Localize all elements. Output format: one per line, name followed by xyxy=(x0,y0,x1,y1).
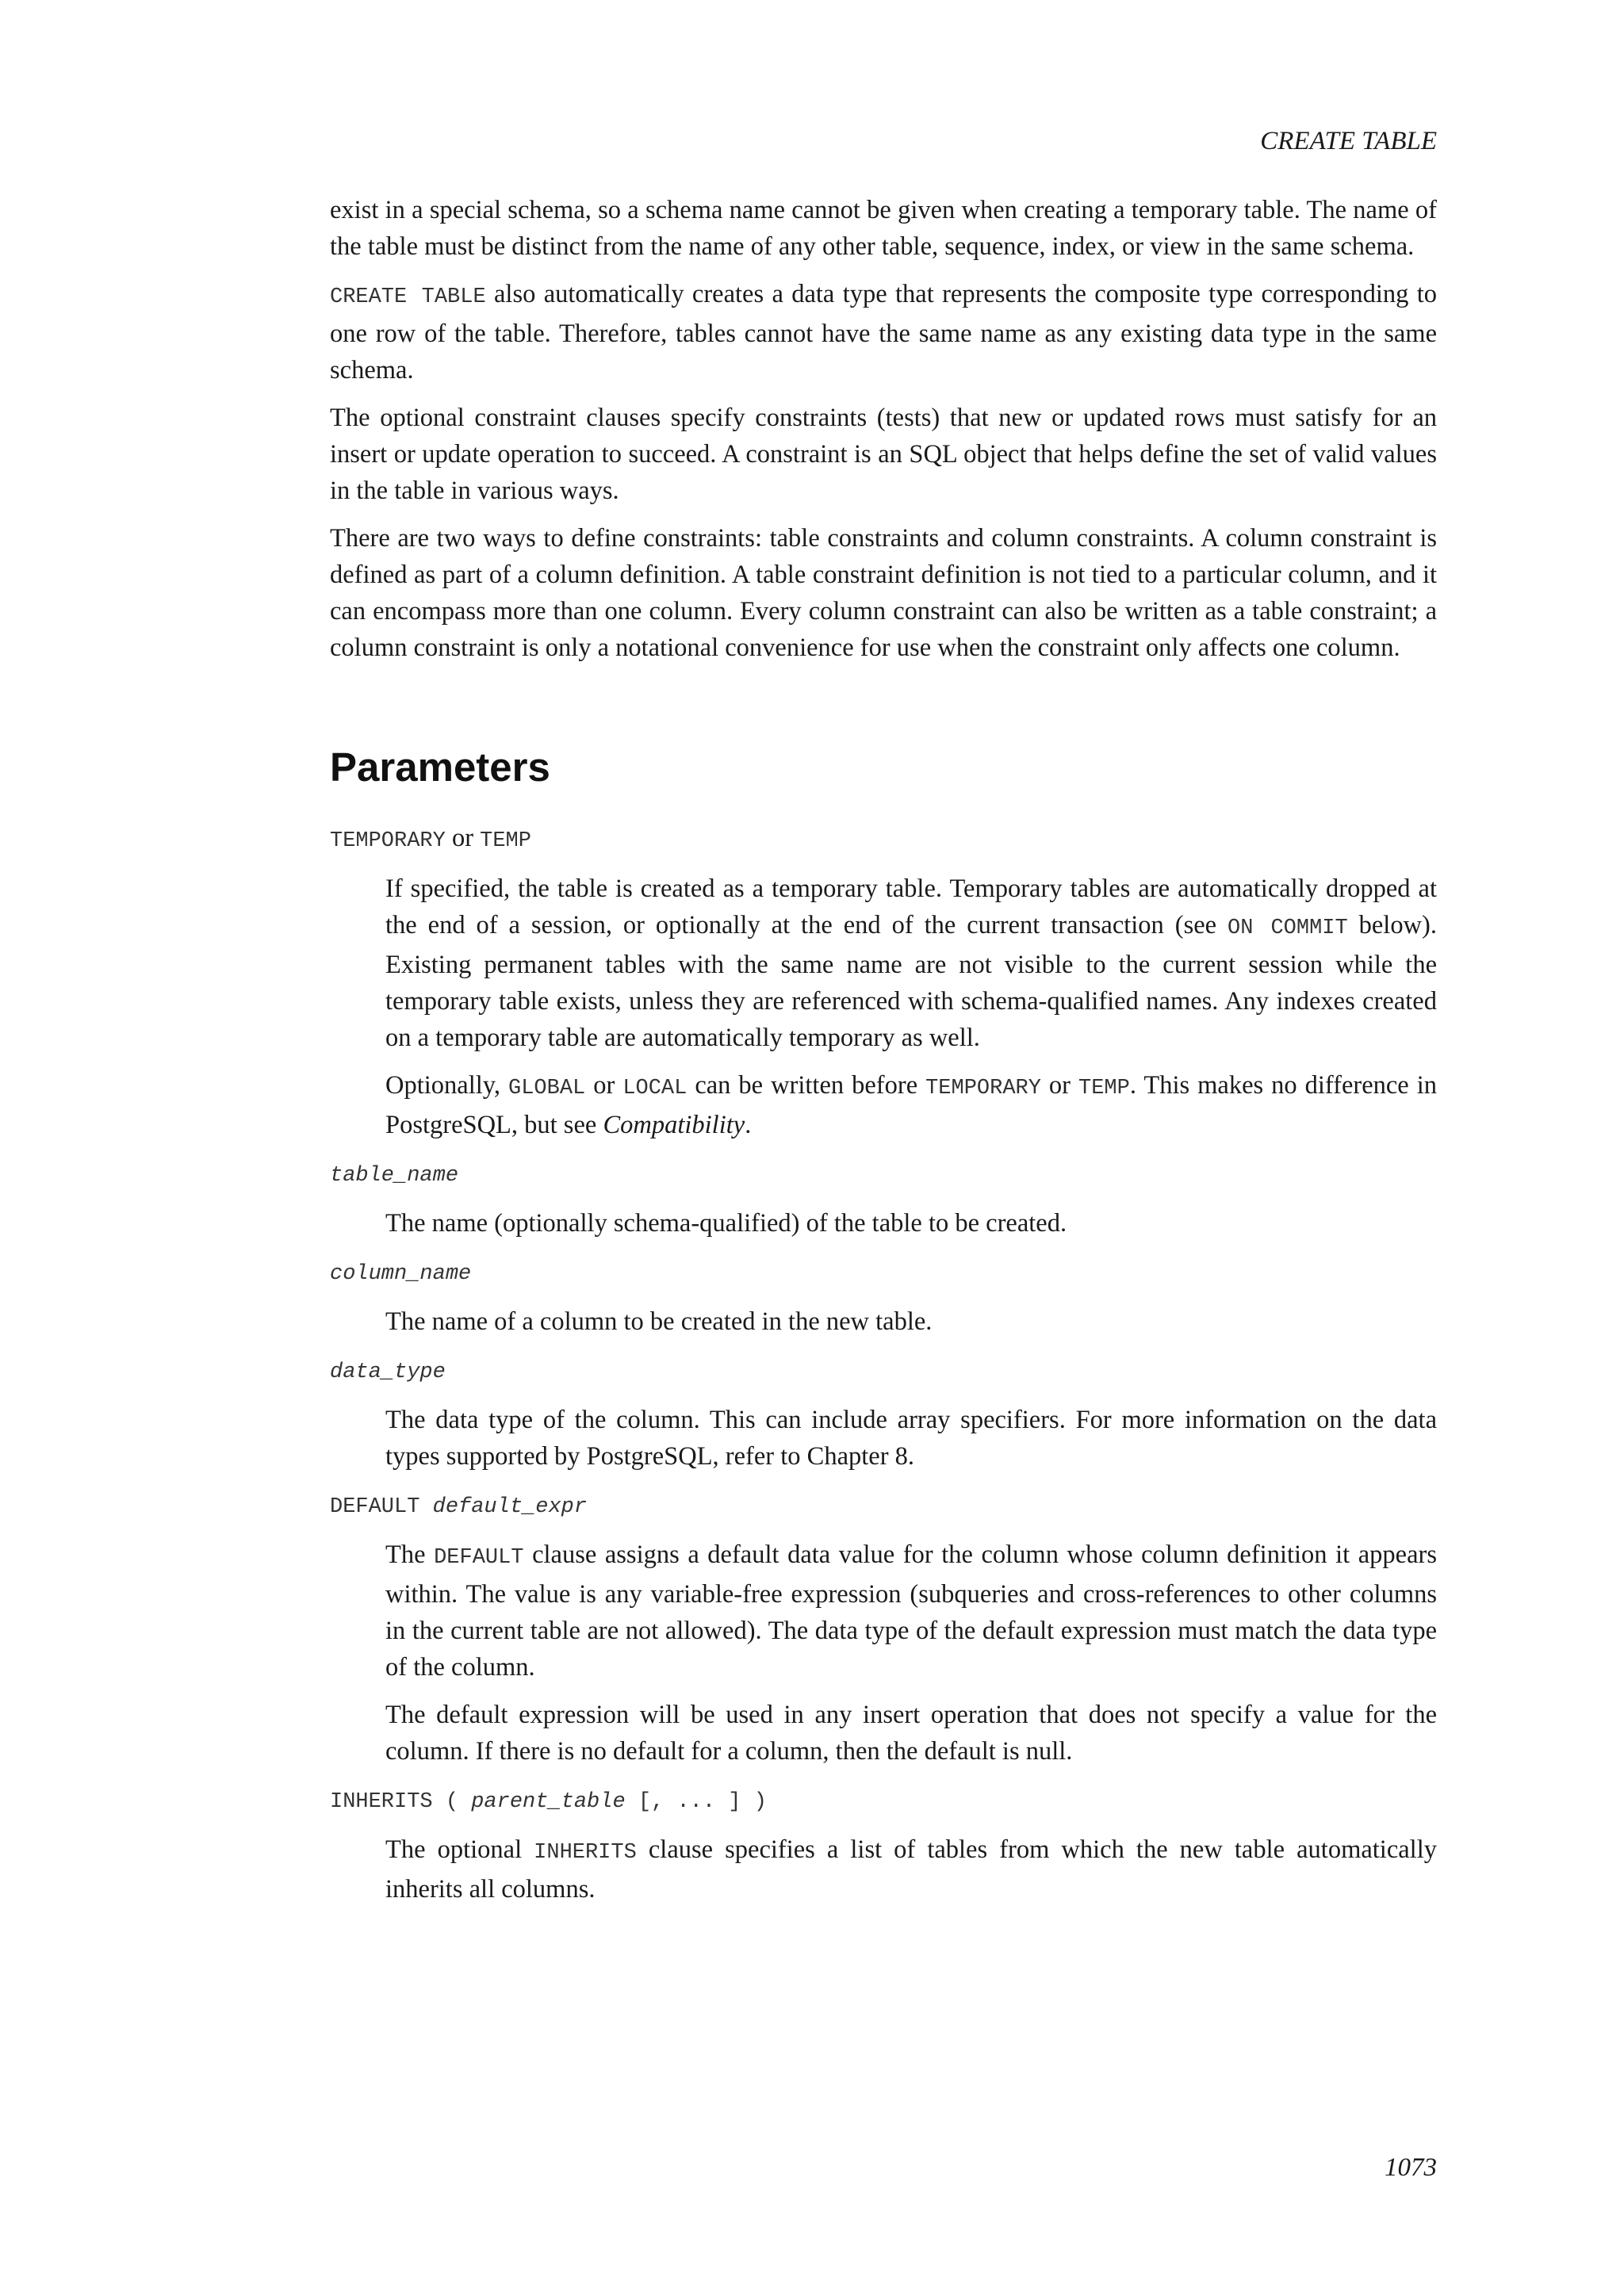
intro-paragraph-2 xyxy=(330,276,1437,388)
inline-code: CREATE TABLE xyxy=(330,285,486,309)
inline-code: TEMP xyxy=(1078,1077,1130,1100)
term-code: [, ... ] ) xyxy=(625,1790,767,1814)
definition-paragraph: The name (optionally schema-qualified) of the table to be created. xyxy=(385,1209,1067,1238)
definition-paragraph: The name of a column to be created in the new table. xyxy=(385,1307,933,1336)
inline-code: ON COMMIT xyxy=(1228,916,1348,940)
inline-code: LOCAL xyxy=(622,1077,688,1100)
term-column-name xyxy=(330,1253,1437,1292)
definition-column-name xyxy=(385,1303,1437,1340)
definition-text: The optional xyxy=(385,1835,534,1864)
paragraph-text: also automatically creates a data type that represents the composite type corresponding to one row of the table. Therefore, tables cannot have the same name as any existing data type in the same schema. xyxy=(330,280,1437,385)
term-temporary xyxy=(330,820,1437,859)
definition-data-type xyxy=(385,1402,1437,1475)
term-default xyxy=(330,1486,1437,1525)
definition-paragraph: The default expression will be used in any insert operation that does not specify a value for the column. If there is no default for a column, then the default is null. xyxy=(385,1701,1437,1766)
page-content xyxy=(330,192,1437,1919)
definition-paragraph xyxy=(385,871,1437,1056)
definition-table-name xyxy=(385,1205,1437,1242)
definition-default xyxy=(385,1536,1437,1770)
definition-paragraph: The data type of the column. This can include array specifiers. For more information on the data types supported by PostgreSQL, refer to Chapter 8. xyxy=(385,1406,1437,1471)
definition-text: . This makes no difference in PostgreSQL, but see xyxy=(385,1071,1438,1139)
definition-paragraph xyxy=(385,1536,1437,1686)
definition-text: or xyxy=(1040,1071,1078,1100)
definition-text: The xyxy=(385,1540,435,1569)
term-param: default_expr xyxy=(432,1495,588,1519)
definition-text: can be written before xyxy=(687,1071,926,1100)
term-code: TEMPORARY xyxy=(330,829,446,853)
term-code: TEMP xyxy=(480,829,531,853)
term-param: data_type xyxy=(330,1360,446,1384)
definition-text: Optionally, xyxy=(385,1071,509,1100)
definition-paragraph xyxy=(385,1067,1437,1143)
definition-temporary xyxy=(385,871,1437,1143)
definition-text: . xyxy=(745,1111,752,1139)
term-data-type xyxy=(330,1351,1437,1391)
section-heading-parameters: Parameters xyxy=(330,744,550,790)
definition-text: below). Existing permanent tables with the same name are not visible to the current session while the temporary table exists, unless they are referenced with schema-qualified names. Any indexes created on a temporary table are automatically temporary as well. xyxy=(385,911,1438,1052)
definition-text: or xyxy=(585,1071,623,1100)
definition-paragraph xyxy=(385,1831,1437,1908)
definition-text: clause assigns a default data value for the column whose column definition it appears within. The value is any variable-free expression (subqueries and cross-references to other columns in the current table are not allowed). The data type of the default expression must match the data type of the column. xyxy=(385,1540,1437,1682)
intro-paragraph-1: exist in a special schema, so a schema name cannot be given when creating a temporary table. The name of the table must be distinct from the name of any other table, sequence, index, or view in the same schema. xyxy=(330,196,1437,261)
inline-code: TEMPORARY xyxy=(925,1077,1041,1100)
inline-code: DEFAULT xyxy=(434,1546,524,1570)
intro-paragraph-3: The optional constraint clauses specify constraints (tests) that new or updated rows must satisfy for an insert or update operation to succeed. A constraint is an SQL object that helps define the set of valid values in the table in various ways. xyxy=(330,404,1437,505)
term-param: parent_table xyxy=(471,1790,626,1814)
term-text: or xyxy=(445,824,481,852)
document-page xyxy=(330,0,1437,2296)
term-inherits xyxy=(330,1781,1437,1820)
term-param: table_name xyxy=(330,1164,459,1188)
term-code: DEFAULT xyxy=(330,1495,433,1519)
page-number: 1073 xyxy=(1385,2153,1437,2182)
definition-inherits xyxy=(385,1831,1437,1908)
inline-code: GLOBAL xyxy=(508,1077,586,1100)
term-param: column_name xyxy=(330,1262,472,1286)
definition-text: clause specifies a list of tables from which the new table automatically inherits all columns. xyxy=(385,1835,1437,1904)
inline-code: INHERITS xyxy=(534,1841,637,1865)
term-table-name xyxy=(330,1154,1437,1194)
running-header: CREATE TABLE xyxy=(1260,127,1437,155)
compatibility-link[interactable]: Compatibility xyxy=(603,1111,745,1139)
definition-text: If specified, the table is created as a temporary table. Temporary tables are automatically dropped at the end of a session, or optionally at the end of the current transaction (see xyxy=(385,874,1437,939)
intro-paragraph-4: There are two ways to define constraints: table constraints and column constraints. A column constraint is defined as part of a column definition. A table constraint definition is not tied to a particular column, and it can encompass more than one column. Every column constraint can also be written as a table constraint; a column constraint is only a notational convenience for use when the constraint only affects one column. xyxy=(330,524,1437,662)
term-code: INHERITS ( xyxy=(330,1790,472,1814)
